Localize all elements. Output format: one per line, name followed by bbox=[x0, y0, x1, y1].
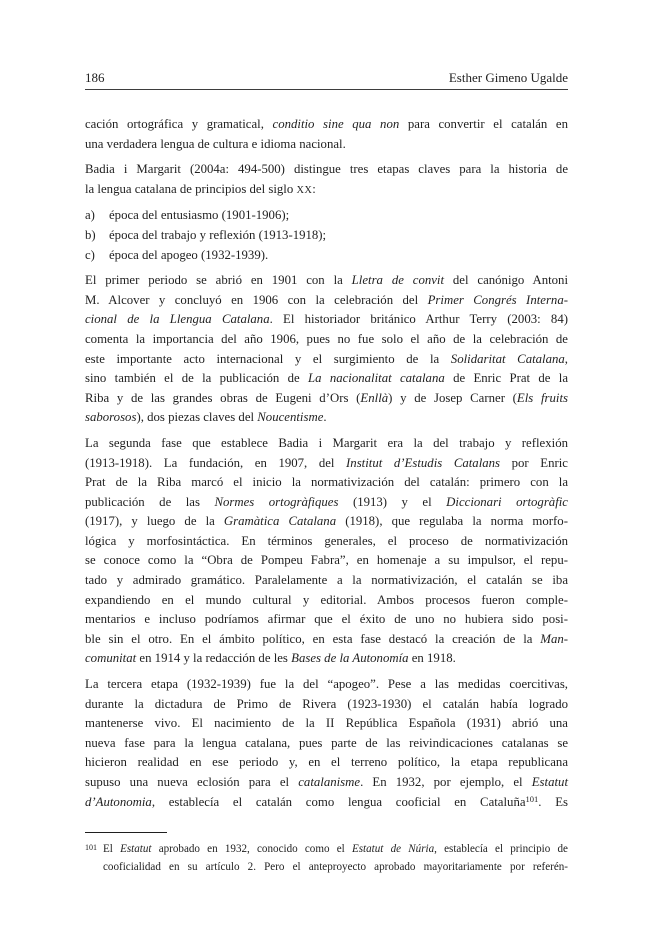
footnote bbox=[85, 840, 568, 876]
text-segment: cación ortográfica y gramatical, bbox=[85, 117, 273, 131]
text-line bbox=[85, 695, 568, 715]
text-line bbox=[85, 793, 568, 813]
text-segment: Noucentisme bbox=[257, 410, 324, 425]
text-line bbox=[85, 271, 568, 291]
text-segment: este importante acto internacional y el surgimiento de la bbox=[85, 351, 451, 366]
footnote-number: 101 bbox=[85, 843, 97, 852]
text-segment: Gramàtica Catalana bbox=[223, 514, 337, 529]
text-segment: una verdadera lengua de cultura e idioma nacional. bbox=[85, 136, 346, 151]
text-segment: ble sin el otro. En el ámbito político, en esta fase destacó la creación de la bbox=[85, 631, 541, 646]
text-segment: Estatut bbox=[531, 775, 568, 789]
text-line bbox=[85, 571, 568, 591]
text-segment: Els fruits bbox=[516, 390, 569, 405]
text-segment: . En 1932, por ejemplo, el bbox=[360, 775, 532, 789]
text-line bbox=[85, 493, 568, 513]
running-head: Esther Gimeno Ugalde bbox=[448, 70, 568, 85]
text-segment: Bases de la Autonomía bbox=[291, 651, 409, 666]
text-line bbox=[85, 734, 568, 754]
text-line bbox=[85, 753, 568, 773]
text-line bbox=[85, 350, 568, 370]
text-segment: época del apogeo (1932-1939). bbox=[109, 247, 269, 262]
text-segment: saborosos bbox=[85, 410, 137, 425]
text-segment: Primer Congrés Interna- bbox=[427, 292, 568, 307]
text-line bbox=[85, 649, 568, 669]
text-line bbox=[85, 610, 568, 630]
text-line bbox=[85, 160, 568, 180]
text-segment: Estatut de Núria bbox=[351, 843, 435, 855]
text-segment: mantenerse vivo. El nacimiento de la II República Española (1931) abrió una bbox=[85, 716, 568, 731]
text-segment: expandiendo en el mundo cultural y editorial. Ambos procesos fueron comple- bbox=[85, 592, 568, 607]
text-segment: , establecía el catalán como lengua cooficial en Cataluña bbox=[151, 794, 526, 809]
text-segment: ) y de Josep Carner ( bbox=[388, 390, 517, 405]
text-segment: del canónigo Antoni bbox=[444, 273, 568, 288]
text-segment: La segunda fase que establece Badia i Margarit era la del trabajo y reflexión bbox=[85, 435, 568, 450]
text-segment: se conoce como la “Obra de Pompeu Fabra”, en homenaje a su impulsor, el repu- bbox=[85, 553, 568, 568]
paragraph bbox=[85, 160, 568, 200]
text-segment: tado y admirado gramático. Paralelamente a la normativización, el catalán se iba bbox=[85, 573, 568, 588]
text-segment: Lletra de convit bbox=[351, 273, 445, 288]
page-header bbox=[85, 70, 568, 85]
text-segment: (1917), y luego de la bbox=[85, 514, 224, 529]
text-segment: La tercera etapa (1932-1939) fue la del “apogeo”. Pese a las medidas coercitivas, bbox=[85, 677, 568, 692]
text-segment: La nacionalitat catalana bbox=[308, 371, 445, 386]
header-rule bbox=[85, 89, 568, 90]
text-segment: por Enric bbox=[500, 455, 568, 470]
text-line bbox=[85, 591, 568, 611]
text-segment: época del trabajo y reflexión (1913-1918); bbox=[109, 227, 327, 242]
text-line bbox=[85, 675, 568, 695]
list-item bbox=[85, 246, 568, 266]
text-segment: cional de la Llengua Catalana bbox=[85, 312, 270, 327]
text-line bbox=[85, 369, 568, 389]
text-segment: supuso una nueva eclosión para el bbox=[85, 775, 299, 789]
text-segment: Enllà bbox=[360, 390, 389, 405]
text-segment: la lengua catalana de principios del siglo bbox=[85, 181, 297, 196]
text-segment: Diccionari ortogràfic bbox=[446, 494, 568, 509]
text-line bbox=[85, 115, 568, 135]
text-segment: , establecía el principio de bbox=[434, 843, 568, 855]
page-body bbox=[85, 115, 568, 812]
text-segment: catalanisme bbox=[298, 775, 361, 789]
text-line bbox=[85, 330, 568, 350]
text-segment: lógica y morfosintáctica. En términos generales, el proceso de normativización bbox=[85, 533, 568, 548]
footnote-separator bbox=[85, 832, 167, 833]
text-segment: (1913) y el bbox=[338, 494, 447, 509]
text-segment: época del entusiasmo (1901-1906); bbox=[109, 208, 290, 223]
text-line bbox=[103, 840, 568, 858]
text-segment: (1913-1918). La fundación, en 1907, del bbox=[85, 455, 347, 470]
text-line bbox=[85, 389, 568, 409]
text-segment: sino también el de la publicación de bbox=[85, 371, 308, 386]
text-segment: en 1918. bbox=[408, 651, 456, 666]
text-line bbox=[85, 291, 568, 311]
text-line bbox=[85, 773, 568, 793]
text-segment: Riba y de las grandes obras de Eugeni d’Ors ( bbox=[85, 390, 361, 405]
paragraph bbox=[85, 115, 568, 154]
text-segment: para convertir el catalán en bbox=[399, 117, 569, 131]
list-marker: c) bbox=[85, 247, 95, 262]
text-segment: . El historiador británico Arthur Terry (2003: 84) bbox=[269, 312, 568, 327]
footnote-area bbox=[85, 832, 568, 876]
text-segment: : bbox=[312, 181, 316, 196]
text-segment: conditio sine qua non bbox=[272, 117, 400, 131]
text-segment: ), dos piezas claves del bbox=[136, 410, 258, 425]
text-segment: nueva fase para la lengua catalana, pues parte de las reivindicaciones catalanas se bbox=[85, 735, 568, 750]
text-segment: comunitat bbox=[85, 651, 137, 666]
text-line bbox=[85, 714, 568, 734]
text-segment: cooficialidad en su artículo 2. Pero el anteproyecto aprobado mayoritariamente por referén- bbox=[103, 861, 568, 873]
text-segment: El bbox=[103, 843, 121, 855]
text-segment: Badia i Margarit (2004a: 494-500) distingue tres etapas claves para la historia de bbox=[85, 162, 568, 177]
text-segment: comenta la importancia del año 1906, pues no fue solo el año de la celebración de bbox=[85, 331, 568, 346]
text-segment: , bbox=[564, 351, 568, 366]
text-segment: XX bbox=[296, 184, 313, 196]
text-line bbox=[85, 551, 568, 571]
text-line bbox=[103, 858, 568, 876]
text-segment: . Es bbox=[538, 794, 568, 809]
text-segment: Institut d’Estudis Catalans bbox=[346, 455, 501, 470]
paragraph bbox=[85, 434, 568, 669]
text-line bbox=[85, 532, 568, 552]
text-line bbox=[85, 180, 568, 201]
text-line bbox=[85, 454, 568, 474]
text-segment: de Enric Prat de la bbox=[444, 371, 568, 386]
list-marker: a) bbox=[85, 208, 95, 223]
text-segment: publicación de las bbox=[85, 494, 215, 509]
text-segment: (1918), que regulaba la norma morfo- bbox=[336, 514, 568, 529]
text-segment: hicieron realidad en ese periodo y, en el terreno político, la etapa republicana bbox=[85, 755, 568, 770]
text-line bbox=[85, 630, 568, 650]
text-line bbox=[85, 473, 568, 493]
list-item bbox=[85, 226, 568, 246]
list-item bbox=[85, 206, 568, 226]
text-segment: Man- bbox=[540, 631, 568, 646]
text-line bbox=[85, 310, 568, 330]
footnote-text bbox=[103, 840, 568, 876]
footnote-reference: 101 bbox=[525, 793, 539, 804]
text-segment: aprobado en 1932, conocido como el bbox=[151, 843, 352, 855]
text-segment: durante la dictadura de Primo de Rivera (1923-1930) el catalán había logrado bbox=[85, 696, 568, 711]
text-segment: . bbox=[323, 410, 327, 425]
text-segment: Estatut bbox=[120, 843, 152, 855]
paragraph bbox=[85, 271, 568, 428]
text-segment: El primer periodo se abrió en 1901 con la bbox=[85, 273, 352, 288]
text-segment: Prat de la Riba marcó el inicio la normativización del catalán: primero con la bbox=[85, 475, 568, 490]
text-line bbox=[85, 408, 568, 428]
text-segment: Solidaritat Catalana bbox=[450, 351, 565, 366]
list-marker: b) bbox=[85, 227, 96, 242]
text-segment: Normes ortogràfiques bbox=[214, 494, 339, 509]
text-line bbox=[85, 512, 568, 532]
text-segment: en 1914 y la redacción de les bbox=[136, 651, 292, 666]
text-segment: mentarios e incluso podríamos afirmar que el éxito de uno no hubiera sido posi- bbox=[85, 612, 568, 627]
enumerated-list bbox=[85, 206, 568, 265]
page-number: 186 bbox=[85, 70, 105, 85]
text-segment: d’Autonomia bbox=[85, 794, 152, 809]
text-line bbox=[85, 434, 568, 454]
text-segment: M. Alcover y concluyó en 1906 con la celebración del bbox=[85, 292, 428, 307]
text-line bbox=[85, 135, 568, 155]
paragraph bbox=[85, 675, 568, 812]
